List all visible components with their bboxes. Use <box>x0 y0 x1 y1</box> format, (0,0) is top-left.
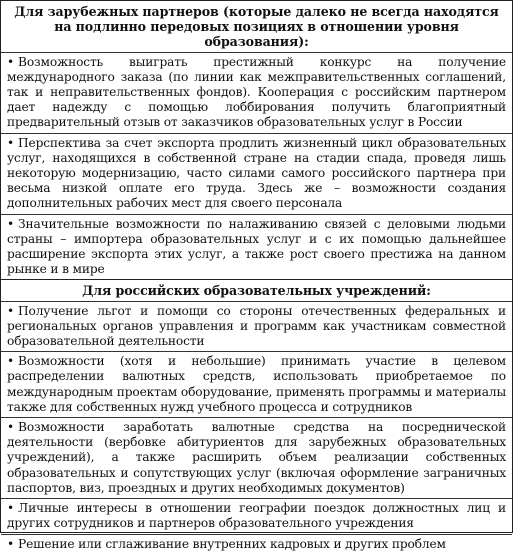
list-item <box>1 352 512 418</box>
bullet-icon: • <box>7 354 15 369</box>
bullet-icon: • <box>7 501 15 516</box>
section-heading: Для российских образовательных учреждений: <box>1 280 512 301</box>
list-item-text: Перспектива за счет экспорта продлить жизненный цикл образовательных услуг, находящихся в собственной стране на стадии спада, проведя лишь некоторую модернизацию, часто силами самого российского партнера при весьма низкой оплате его труда. Здесь же – возможности создания дополнительных рабочих мест для своего персонала <box>7 135 506 211</box>
list-item-text: Возможность выиграть престижный конкурс на получение международного заказа (по линии как межправительственных соглашений, так и неправительственных фондов). Кооперация с российским партнером дает надежду с помощью лоббирования получить благоприятный предварительный отзыв от заказчиков образовательных услуг в России <box>7 54 506 130</box>
bullet-icon: • <box>7 54 15 69</box>
list-item-text: Значительные возможности по налаживанию связей с деловыми людьми страны – импортера образовательных услуг и с их помощью дальнейшее расширение экспорта этих услуг, а также рост своего престижа на данном рынке и в мире <box>7 216 506 277</box>
list-item-text: Получение льгот и помощи со стороны отечественных федеральных и региональных органов управления и программ как участникам совместной образовательной деятельности <box>7 303 506 349</box>
section-russian-institutions <box>1 280 512 553</box>
list-item <box>1 535 512 554</box>
section-foreign-partners <box>1 1 512 280</box>
list-item <box>1 53 512 134</box>
list-item <box>1 499 512 534</box>
bullet-icon: • <box>7 216 15 231</box>
bullet-icon: • <box>7 420 15 435</box>
list-item-text: Возможности (хотя и небольшие) принимать участие в целевом распределении валютных средств, использовать приобретаемое по международным проектам оборудование, применять программы и материалы также для собственных нужд учебного процесса и сотрудников <box>7 354 506 414</box>
list-item-text: Возможности заработать валютные средства на посреднической деятельности (вербовке абитуриентов для зарубежных образовательных учреждений), а также расширить объем реализации собственных образовательных и сопутствующих услуг (включая оформление заграничных паспортов, виз, проездных и других необходимых документов) <box>7 420 506 495</box>
bullet-icon: • <box>7 536 15 551</box>
list-item-text: Решение или сглаживание внутренних кадровых и других проблем <box>18 536 446 551</box>
list-item <box>1 215 512 280</box>
bullet-icon: • <box>7 303 15 318</box>
section-heading: Для зарубежных партнеров (которые далеко не всегда находятся на подлинно передовых позициях в отношении уровня образования): <box>1 1 512 53</box>
list-item <box>1 134 512 215</box>
bullet-icon: • <box>7 135 15 150</box>
list-item-text: Личные интересы в отношении географии поездок должностных лиц и других сотрудников и партнеров образовательного учреждения <box>7 501 506 531</box>
list-item <box>1 418 512 499</box>
list-item <box>1 302 512 353</box>
